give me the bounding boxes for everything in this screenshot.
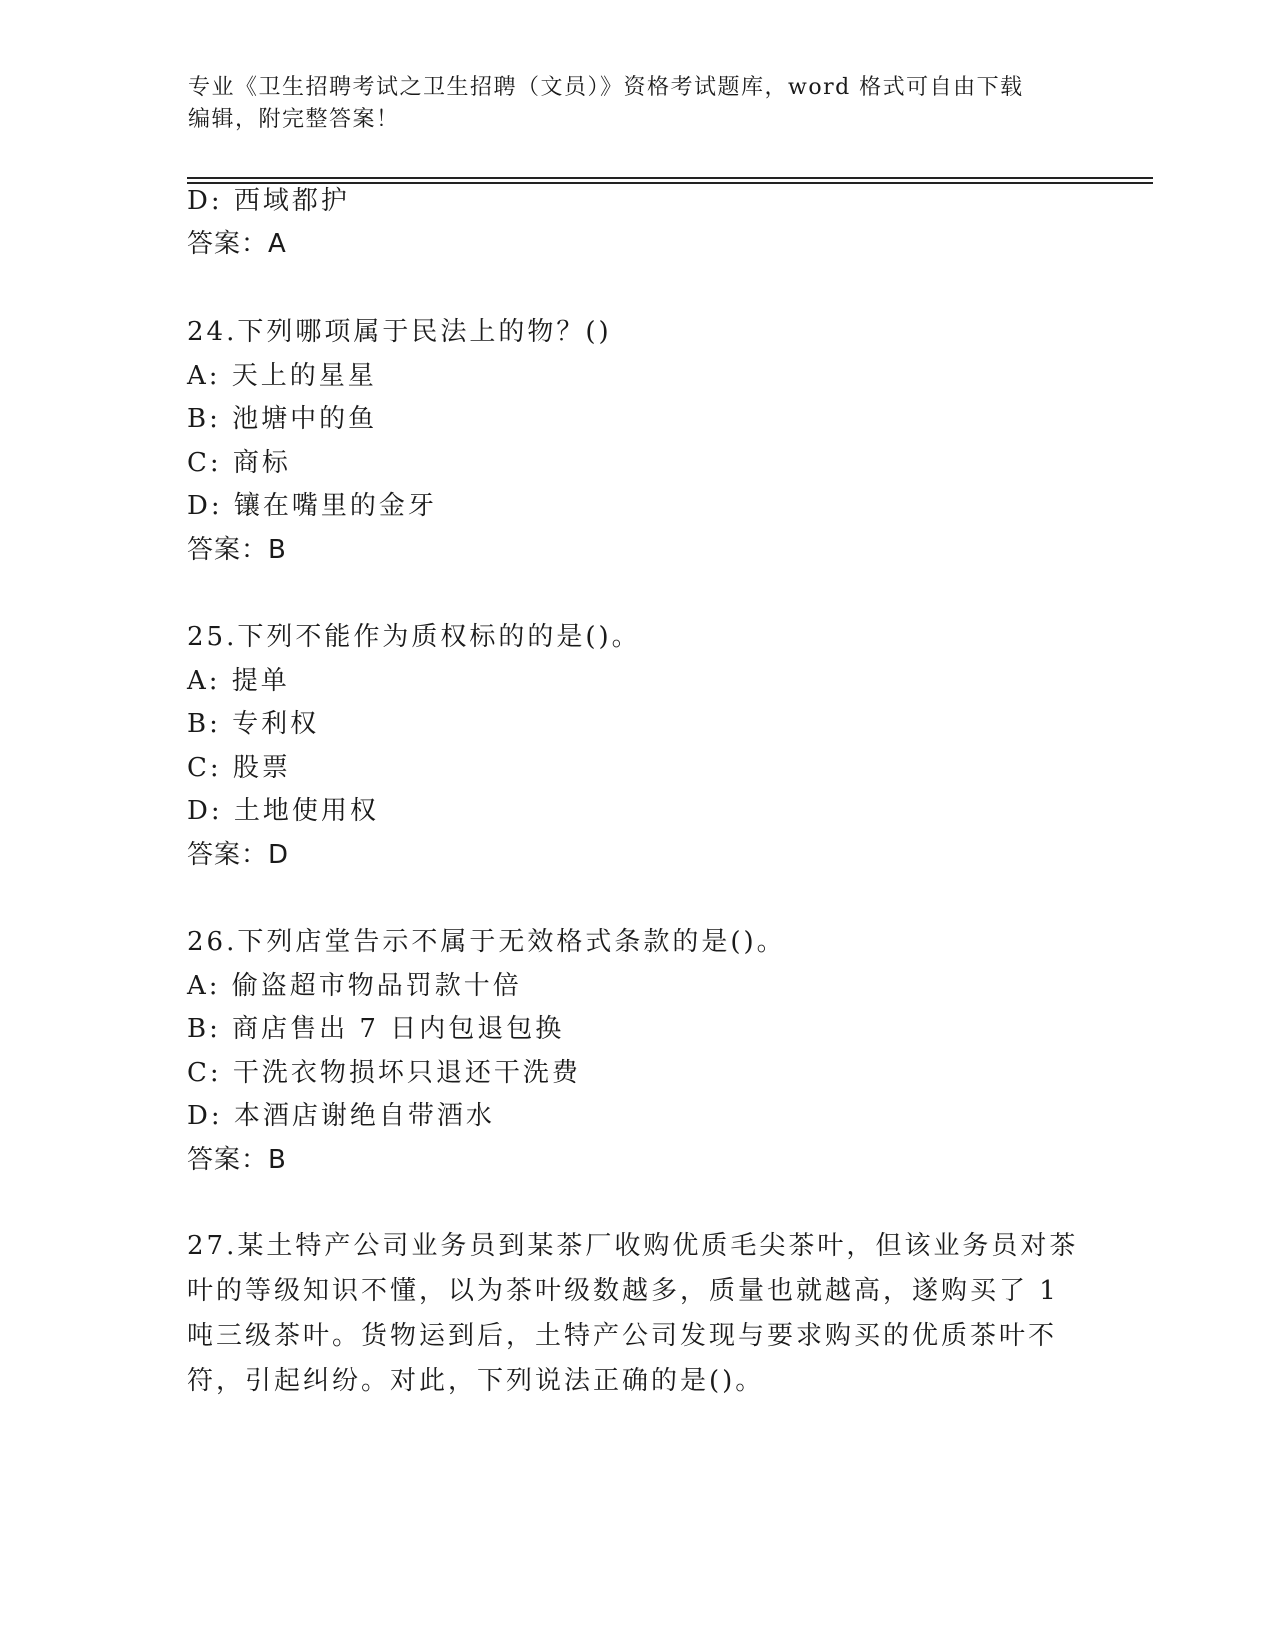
prev-option-d: D: 西域都护: [187, 186, 350, 216]
q26-question: 26.下列店堂告示不属于无效格式条款的是()。: [187, 927, 786, 957]
q25-option-a: A: 提单: [187, 666, 290, 696]
header-line-2: 编辑，附完整答案！: [188, 107, 400, 132]
q25-option-d: D: 土地使用权: [187, 796, 379, 826]
q24-question: 24.下列哪项属于民法上的物？(): [187, 317, 612, 347]
q25-option-c: C: 股票: [187, 753, 291, 783]
q24-option-b: B: 池塘中的鱼: [187, 404, 378, 434]
q27-question-line-2: 叶的等级知识不懂，以为茶叶级数越多，质量也就越高，遂购买了 1: [187, 1276, 1059, 1306]
q26-option-c: C: 干洗衣物损坏只退还干洗费: [187, 1058, 581, 1088]
q24-option-c: C: 商标: [187, 448, 291, 478]
q26-option-d: D: 本酒店谢绝自带酒水: [187, 1101, 495, 1131]
q26-option-b: B: 商店售出 7 日内包退包换: [187, 1014, 565, 1044]
q24-option-a: A: 天上的星星: [187, 361, 377, 391]
q27-question-line-1: 27.某土特产公司业务员到某茶厂收购优质毛尖茶叶，但该业务员对茶: [187, 1231, 1079, 1261]
q27-question-line-4: 符，引起纠纷。对此，下列说法正确的是()。: [187, 1366, 765, 1396]
prev-answer: 答案：A: [187, 229, 287, 259]
document-header: [188, 72, 1088, 136]
q24-option-d: D: 镶在嘴里的金牙: [187, 491, 437, 521]
q25-answer: 答案：D: [187, 840, 290, 870]
q26-option-a: A: 偷盗超市物品罚款十倍: [187, 971, 522, 1001]
q25-question: 25.下列不能作为质权标的的是()。: [187, 622, 641, 652]
header-divider-top: [187, 177, 1153, 179]
q27-question-line-3: 吨三级茶叶。货物运到后，土特产公司发现与要求购买的优质茶叶不: [187, 1321, 1058, 1351]
header-divider-bottom: [187, 182, 1153, 184]
q26-answer: 答案：B: [187, 1145, 287, 1175]
header-line-1: 专业《卫生招聘考试之卫生招聘（文员）》资格考试题库，word 格式可自由下载: [188, 75, 1024, 100]
q24-answer: 答案：B: [187, 535, 287, 565]
q25-option-b: B: 专利权: [187, 709, 320, 739]
